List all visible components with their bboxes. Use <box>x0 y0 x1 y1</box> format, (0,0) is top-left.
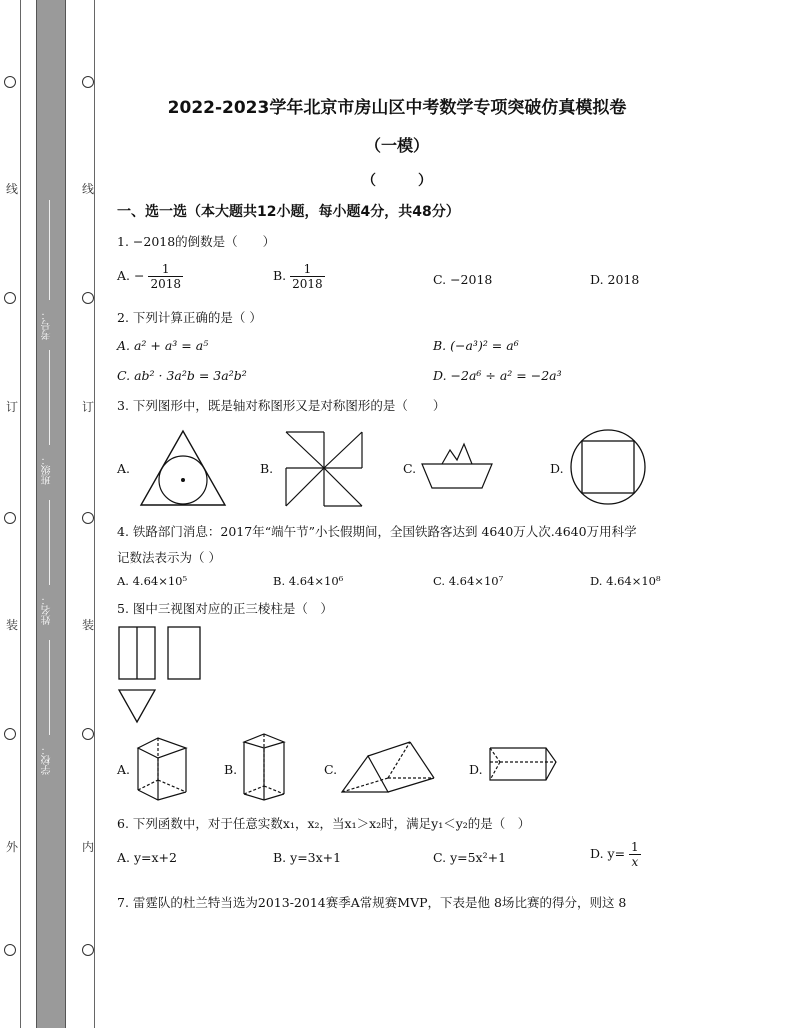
boat-figure <box>420 442 494 492</box>
denominator: 2018 <box>292 277 323 291</box>
name-label: 姓名： <box>42 595 53 625</box>
option-prefix: D. y= <box>590 846 626 861</box>
numerator: 1 <box>290 262 325 277</box>
q3-option-c: C. <box>403 461 417 476</box>
margin-char: 内 <box>82 840 95 854</box>
question-3-stem: 3. 下列图形中，既是轴对称图形又是对称图形的是（ ） <box>117 398 446 413</box>
prism-b-figure <box>240 732 290 804</box>
q2-option-b: B. (−a³)² = a⁶ <box>433 338 519 353</box>
q6-option-d <box>590 840 641 869</box>
question-2-stem: 2. 下列计算正确的是（ ） <box>117 310 262 325</box>
margin-char: 线 <box>6 182 19 196</box>
binding-hole-icon <box>4 944 16 956</box>
denominator: x <box>631 855 639 869</box>
q4-option-d: D. 4.64×10⁸ <box>590 574 661 588</box>
margin-char: 装 <box>82 618 95 632</box>
page-title: 2022-2023学年北京市房山区中考数学专项突破仿真模拟卷 <box>167 98 627 118</box>
question-4-stem-line1: 4. 铁路部门消息：2017年“端午节”小长假期间，全国铁路客达到 4640万人次.4640万用科学 <box>117 524 637 539</box>
binding-band <box>36 0 66 1028</box>
class-label: 班级： <box>42 455 53 485</box>
margin-char: 外 <box>6 840 19 854</box>
option-label: B. <box>273 268 287 283</box>
numerator: 1 <box>631 840 639 854</box>
q6-option-c: C. y=5x²+1 <box>433 850 507 865</box>
prism-d-figure <box>486 744 560 784</box>
fraction <box>629 840 641 869</box>
denominator: 2018 <box>150 277 182 291</box>
minus-sign: − <box>134 268 145 283</box>
q2-option-a: A. a² + a³ = a⁵ <box>117 338 209 353</box>
q5-option-d: D. <box>469 762 483 777</box>
q2-option-c: C. ab² · 3a²b = 3a²b² <box>117 368 247 383</box>
binding-hole-icon <box>4 512 16 524</box>
q5-option-b: B. <box>224 762 238 777</box>
school-label: 学校： <box>42 745 53 775</box>
binding-hole-icon <box>82 728 94 740</box>
q1-option-d: D. 2018 <box>590 272 640 287</box>
square-circle-figure <box>568 428 648 506</box>
binding-hole-icon <box>82 292 94 304</box>
q1-option-a <box>117 262 183 291</box>
question-5-stem: 5. 图中三视图对应的正三棱柱是（ ） <box>117 601 333 616</box>
binding-hole-icon <box>4 292 16 304</box>
class-line <box>49 350 50 445</box>
inner-cut-line <box>94 0 95 1028</box>
binding-hole-icon <box>82 512 94 524</box>
triangle-incircle-figure <box>138 428 228 508</box>
prism-c-figure <box>338 738 438 798</box>
blank-parentheses: （ ） <box>362 173 432 189</box>
numerator: 1 <box>148 262 183 277</box>
q4-option-c: C. 4.64×10⁷ <box>433 574 504 588</box>
prism-a-figure <box>134 734 194 804</box>
school-line <box>49 640 50 735</box>
question-4-stem-line2: 记数法表示为（ ） <box>117 550 221 565</box>
margin-char: 订 <box>82 400 95 414</box>
binding-hole-icon <box>82 944 94 956</box>
question-7-stem: 7. 雷霆队的杜兰特当选为2013-2014赛季A常规赛MVP，下表是他 8场比赛的得分，则这 8 <box>117 895 627 910</box>
q5-option-a: A. <box>117 762 131 777</box>
binding-hole-icon <box>4 728 16 740</box>
three-view-figure <box>116 624 206 728</box>
q1-option-c: C. −2018 <box>433 272 493 287</box>
q6-option-b: B. y=3x+1 <box>273 850 342 865</box>
binding-margin <box>0 0 100 1028</box>
binding-hole-icon <box>4 76 16 88</box>
page-subtitle: （一模） <box>364 136 429 155</box>
margin-char: 订 <box>6 400 19 414</box>
binding-hole-icon <box>82 76 94 88</box>
q3-option-b: B. <box>260 461 274 476</box>
fraction <box>148 262 183 291</box>
q3-option-a: A. <box>117 461 131 476</box>
q3-option-d: D. <box>550 461 564 476</box>
margin-char: 线 <box>82 182 95 196</box>
q5-option-c: C. <box>324 762 338 777</box>
question-6-stem: 6. 下列函数中，对于任意实数x₁，x₂，当x₁＞x₂时，满足y₁＜y₂的是（ ） <box>117 816 531 831</box>
exam-number-line <box>49 200 50 300</box>
q1-option-b <box>273 262 325 291</box>
question-1-stem: 1. −2018的倒数是（ ） <box>117 234 276 249</box>
q4-option-a: A. 4.64×10⁵ <box>117 574 188 588</box>
q4-option-b: B. 4.64×10⁶ <box>273 574 344 588</box>
section-heading: 一、选一选（本大题共12小题，每小题4分，共48分） <box>117 204 460 220</box>
outer-cut-line <box>20 0 21 1028</box>
option-label: A. <box>117 268 131 283</box>
exam-number-label: 考号： <box>42 310 53 340</box>
pinwheel-figure <box>284 430 364 508</box>
margin-char: 装 <box>6 618 19 632</box>
q6-option-a: A. y=x+2 <box>117 850 177 865</box>
name-line <box>49 500 50 585</box>
fraction <box>290 262 325 291</box>
q2-option-d: D. −2a⁶ ÷ a² = −2a³ <box>433 368 562 383</box>
